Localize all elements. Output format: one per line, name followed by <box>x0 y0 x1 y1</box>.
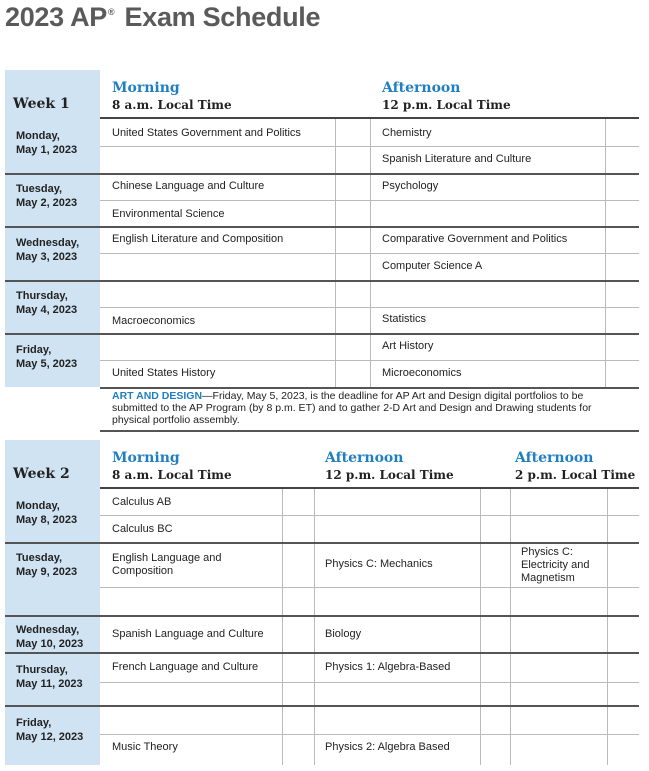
exam-cell: Calculus BC <box>112 523 173 535</box>
exam-cell: Music Theory <box>112 741 178 753</box>
exam-cell: Physics C: Electricity and Magnetism <box>521 546 590 584</box>
exam-cell: Environmental Science <box>112 208 225 220</box>
week2-morning-header: Morning 8 a.m. Local Time <box>112 450 232 482</box>
week2-day-label: Wednesday, May 10, 2023 <box>16 624 84 650</box>
week1-day-label: Tuesday, May 2, 2023 <box>16 183 78 209</box>
week2-day-label: Friday, May 12, 2023 <box>16 717 84 743</box>
exam-cell: Chinese Language and Culture <box>112 180 265 192</box>
exam-cell: Microeconomics <box>382 367 462 379</box>
week1-day-label: Monday, May 1, 2023 <box>16 130 78 156</box>
exam-cell: French Language and Culture <box>112 661 259 673</box>
week2-day-label: Monday, May 8, 2023 <box>16 500 78 526</box>
exam-cell: Spanish Literature and Culture <box>382 153 532 165</box>
week2-table <box>5 440 639 765</box>
exam-cell: English Language and Composition <box>112 552 222 577</box>
exam-cell: Chemistry <box>382 127 432 139</box>
art-design-note: ART AND DESIGN—Friday, May 5, 2023, is the deadline for AP Art and Design digital portfolios to be submitted to the AP Program (by 8 p.m. ET) and to gather 2-D Art and Design and Drawing students for physical portfolio assembly. <box>112 390 592 426</box>
exam-cell: Spanish Language and Culture <box>112 628 264 640</box>
week2-afternoon2-header: Afternoon 2 p.m. Local Time <box>515 450 636 482</box>
week2-label: Week 2 <box>13 466 70 482</box>
exam-cell: United States Government and Politics <box>112 127 301 139</box>
week2-day-label: Thursday, May 11, 2023 <box>16 664 83 690</box>
week1-afternoon-header: Afternoon 12 p.m. Local Time <box>382 80 511 112</box>
exam-cell: Physics 1: Algebra-Based <box>325 661 451 673</box>
week1-day-label: Thursday, May 4, 2023 <box>16 290 78 316</box>
exam-cell: English Literature and Composition <box>112 233 284 245</box>
page-title: 2023 AP® Exam Schedule <box>5 2 321 32</box>
exam-cell: Macroeconomics <box>112 315 196 327</box>
exam-cell: Physics 2: Algebra Based <box>325 741 450 753</box>
exam-cell: Comparative Government and Politics <box>382 233 568 245</box>
exam-cell: Art History <box>382 340 434 352</box>
exam-cell: Calculus AB <box>112 496 172 508</box>
week2-afternoon1-header: Afternoon 12 p.m. Local Time <box>325 450 454 482</box>
week1-morning-header: Morning 8 a.m. Local Time <box>112 80 232 112</box>
week1-day-label: Friday, May 5, 2023 <box>16 344 78 370</box>
exam-cell: Psychology <box>382 180 439 192</box>
week2-day-label: Tuesday, May 9, 2023 <box>16 552 78 578</box>
exam-cell: Computer Science A <box>382 260 483 272</box>
exam-cell: Biology <box>325 628 362 640</box>
exam-cell: United States History <box>112 367 216 379</box>
exam-cell: Physics C: Mechanics <box>325 558 433 570</box>
week1-table <box>5 70 639 432</box>
week1-day-column <box>5 70 100 387</box>
week1-label: Week 1 <box>13 96 70 112</box>
exam-cell: Statistics <box>382 313 427 325</box>
week1-day-label: Wednesday, May 3, 2023 <box>16 237 80 263</box>
